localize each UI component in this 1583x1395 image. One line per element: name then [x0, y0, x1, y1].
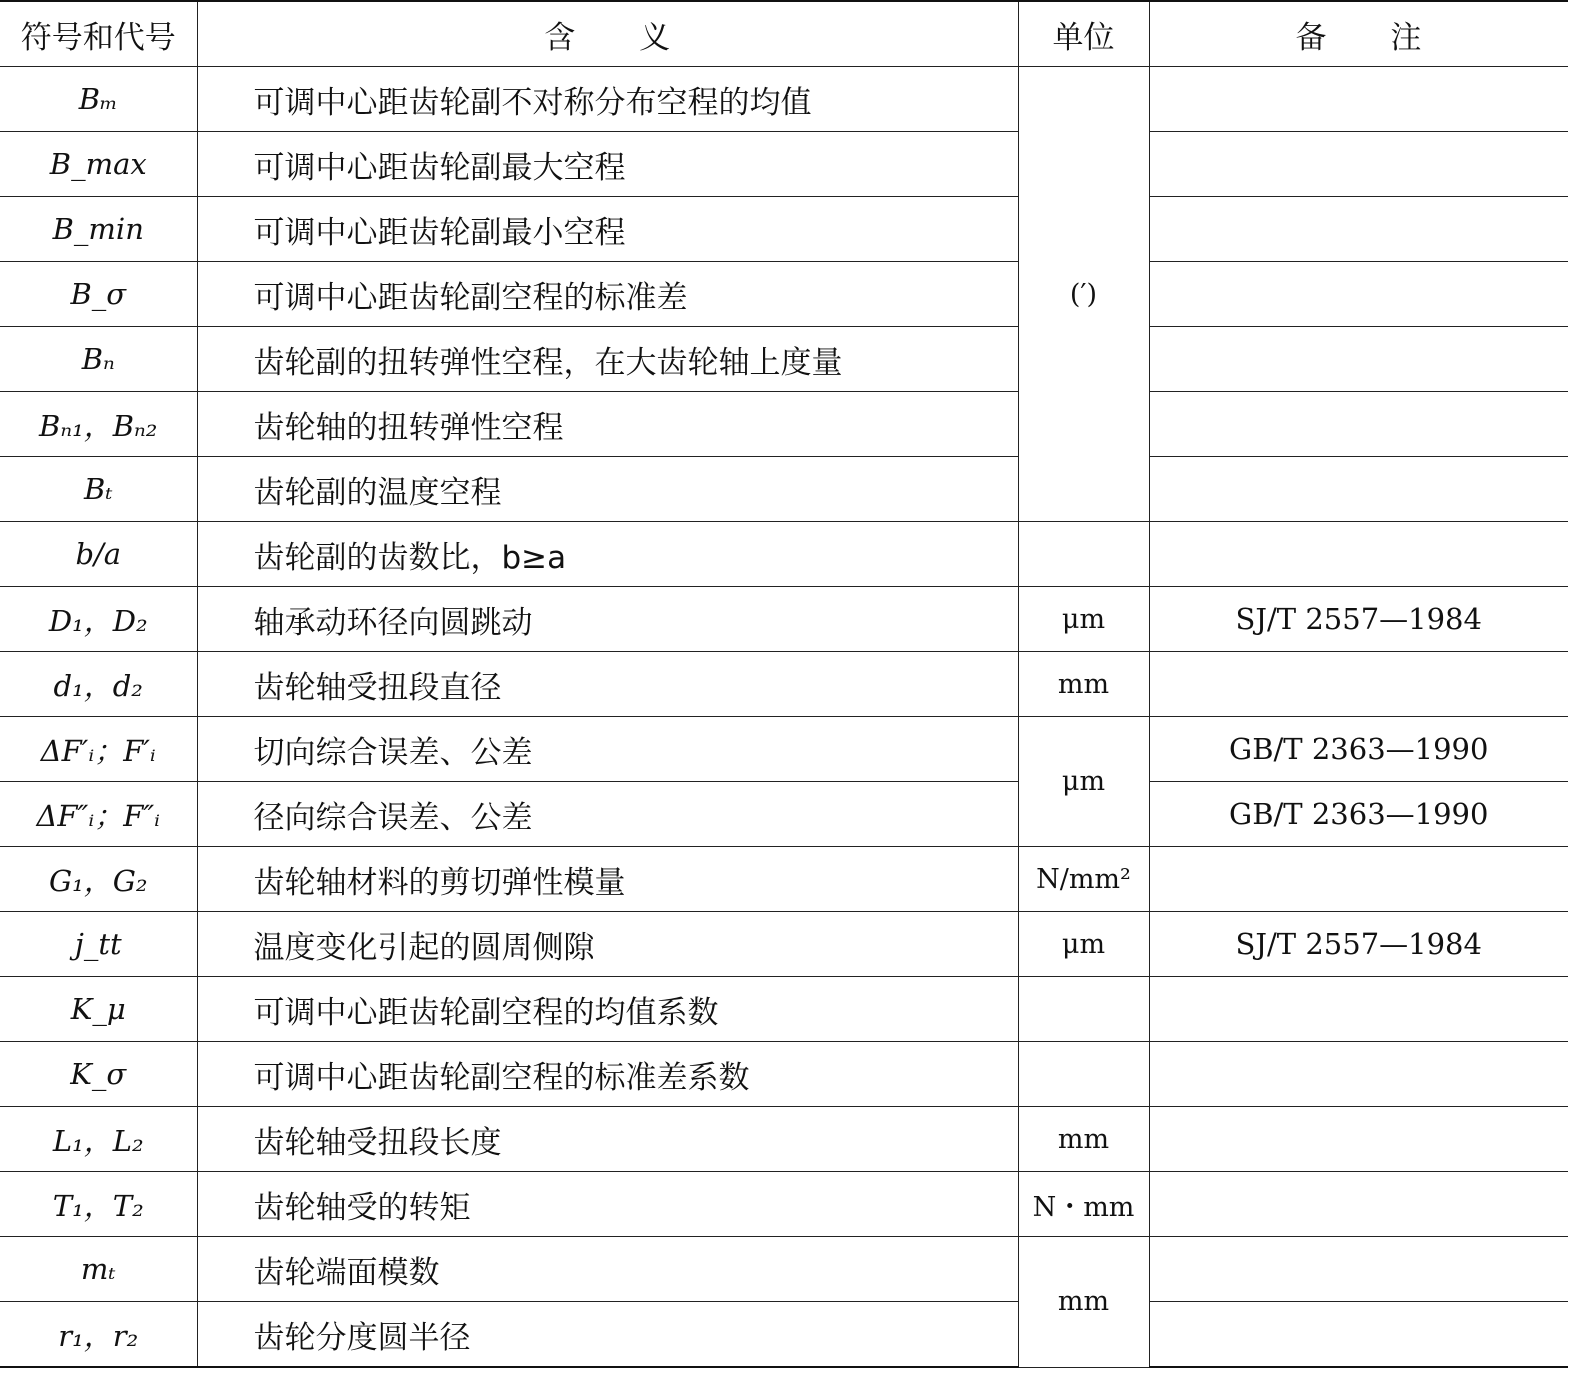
- table-row: [0, 392, 1568, 457]
- meaning-cell: 齿轮分度圆半径: [197, 1302, 1018, 1368]
- symbol-cell: K_σ: [0, 1042, 197, 1107]
- unit-cell: N・mm: [1018, 1172, 1149, 1237]
- header-note: 备 注: [1149, 1, 1568, 67]
- unit-cell: [1018, 522, 1149, 587]
- symbol-cell: Bₙ: [0, 327, 197, 392]
- header-symbol: 符号和代号: [0, 1, 197, 67]
- unit-cell: μm: [1018, 912, 1149, 977]
- meaning-cell: 齿轮轴受扭段长度: [197, 1107, 1018, 1172]
- meaning-cell: 可调中心距齿轮副不对称分布空程的均值: [197, 67, 1018, 132]
- unit-cell: μm: [1018, 587, 1149, 652]
- unit-cell: [1018, 977, 1149, 1042]
- meaning-cell: 齿轮副的扭转弹性空程，在大齿轮轴上度量: [197, 327, 1018, 392]
- symbol-cell: B_max: [0, 132, 197, 197]
- table-row: [0, 652, 1568, 717]
- table-row: [0, 327, 1568, 392]
- meaning-cell: 温度变化引起的圆周侧隙: [197, 912, 1018, 977]
- note-cell: [1149, 977, 1568, 1042]
- table-row: [0, 132, 1568, 197]
- unit-cell: N/mm²: [1018, 847, 1149, 912]
- symbol-cell: G₁，G₂: [0, 847, 197, 912]
- note-cell: GB/T 2363—1990: [1149, 717, 1568, 782]
- header-meaning: 含 义: [197, 1, 1018, 67]
- symbol-cell: D₁，D₂: [0, 587, 197, 652]
- table-row: [0, 1172, 1568, 1237]
- note-cell: [1149, 392, 1568, 457]
- note-cell: SJ/T 2557—1984: [1149, 587, 1568, 652]
- symbol-cell: B_σ: [0, 262, 197, 327]
- header-row: [0, 1, 1568, 67]
- meaning-cell: 齿轮副的温度空程: [197, 457, 1018, 522]
- note-cell: [1149, 652, 1568, 717]
- unit-cell: μm: [1018, 717, 1149, 847]
- table-row: [0, 457, 1568, 522]
- note-cell: GB/T 2363—1990: [1149, 782, 1568, 847]
- meaning-cell: 切向综合误差、公差: [197, 717, 1018, 782]
- unit-cell: mm: [1018, 1107, 1149, 1172]
- unit-cell: [1018, 1042, 1149, 1107]
- meaning-cell: 可调中心距齿轮副空程的均值系数: [197, 977, 1018, 1042]
- table-row: [0, 1302, 1568, 1368]
- table-row: [0, 782, 1568, 847]
- symbol-cell: Bₜ: [0, 457, 197, 522]
- table-row: [0, 1107, 1568, 1172]
- table-row: [0, 522, 1568, 587]
- symbol-cell: Bₘ: [0, 67, 197, 132]
- symbol-cell: T₁，T₂: [0, 1172, 197, 1237]
- note-cell: SJ/T 2557—1984: [1149, 912, 1568, 977]
- symbol-cell: mₜ: [0, 1237, 197, 1302]
- symbol-cell: d₁，d₂: [0, 652, 197, 717]
- symbol-cell: Bₙ₁，Bₙ₂: [0, 392, 197, 457]
- symbol-cell: r₁，r₂: [0, 1302, 197, 1368]
- meaning-cell: 齿轮轴受扭段直径: [197, 652, 1018, 717]
- header-unit: 单位: [1018, 1, 1149, 67]
- symbol-cell: b/a: [0, 522, 197, 587]
- note-cell: [1149, 67, 1568, 132]
- table-row: [0, 197, 1568, 262]
- note-cell: [1149, 522, 1568, 587]
- symbol-cell: B_min: [0, 197, 197, 262]
- unit-cell: (′): [1018, 67, 1149, 522]
- table-row: [0, 912, 1568, 977]
- meaning-cell: 可调中心距齿轮副空程的标准差: [197, 262, 1018, 327]
- symbol-cell: ΔF″ᵢ；F″ᵢ: [0, 782, 197, 847]
- note-cell: [1149, 132, 1568, 197]
- meaning-cell: 径向综合误差、公差: [197, 782, 1018, 847]
- meaning-cell: 可调中心距齿轮副空程的标准差系数: [197, 1042, 1018, 1107]
- meaning-cell: 齿轮副的齿数比，b≥a: [197, 522, 1018, 587]
- table-row: [0, 977, 1568, 1042]
- note-cell: [1149, 457, 1568, 522]
- note-cell: [1149, 327, 1568, 392]
- meaning-cell: 齿轮轴受的转矩: [197, 1172, 1018, 1237]
- note-cell: [1149, 1237, 1568, 1302]
- symbol-cell: ΔF′ᵢ；F′ᵢ: [0, 717, 197, 782]
- table-row: [0, 262, 1568, 327]
- meaning-cell: 齿轮轴的扭转弹性空程: [197, 392, 1018, 457]
- symbol-cell: j_tt: [0, 912, 197, 977]
- meaning-cell: 齿轮端面模数: [197, 1237, 1018, 1302]
- note-cell: [1149, 1042, 1568, 1107]
- table-body: [0, 67, 1568, 1368]
- unit-cell: mm: [1018, 1237, 1149, 1368]
- meaning-cell: 可调中心距齿轮副最大空程: [197, 132, 1018, 197]
- table-row: [0, 67, 1568, 132]
- symbol-cell: K_μ: [0, 977, 197, 1042]
- table-row: [0, 1237, 1568, 1302]
- note-cell: [1149, 262, 1568, 327]
- table-row: [0, 847, 1568, 912]
- note-cell: [1149, 1107, 1568, 1172]
- meaning-cell: 轴承动环径向圆跳动: [197, 587, 1018, 652]
- unit-cell: mm: [1018, 652, 1149, 717]
- meaning-cell: 可调中心距齿轮副最小空程: [197, 197, 1018, 262]
- table-row: [0, 717, 1568, 782]
- note-cell: [1149, 1172, 1568, 1237]
- symbol-cell: L₁，L₂: [0, 1107, 197, 1172]
- table-row: [0, 587, 1568, 652]
- meaning-cell: 齿轮轴材料的剪切弹性模量: [197, 847, 1018, 912]
- note-cell: [1149, 1302, 1568, 1368]
- note-cell: [1149, 847, 1568, 912]
- note-cell: [1149, 197, 1568, 262]
- table-row: [0, 1042, 1568, 1107]
